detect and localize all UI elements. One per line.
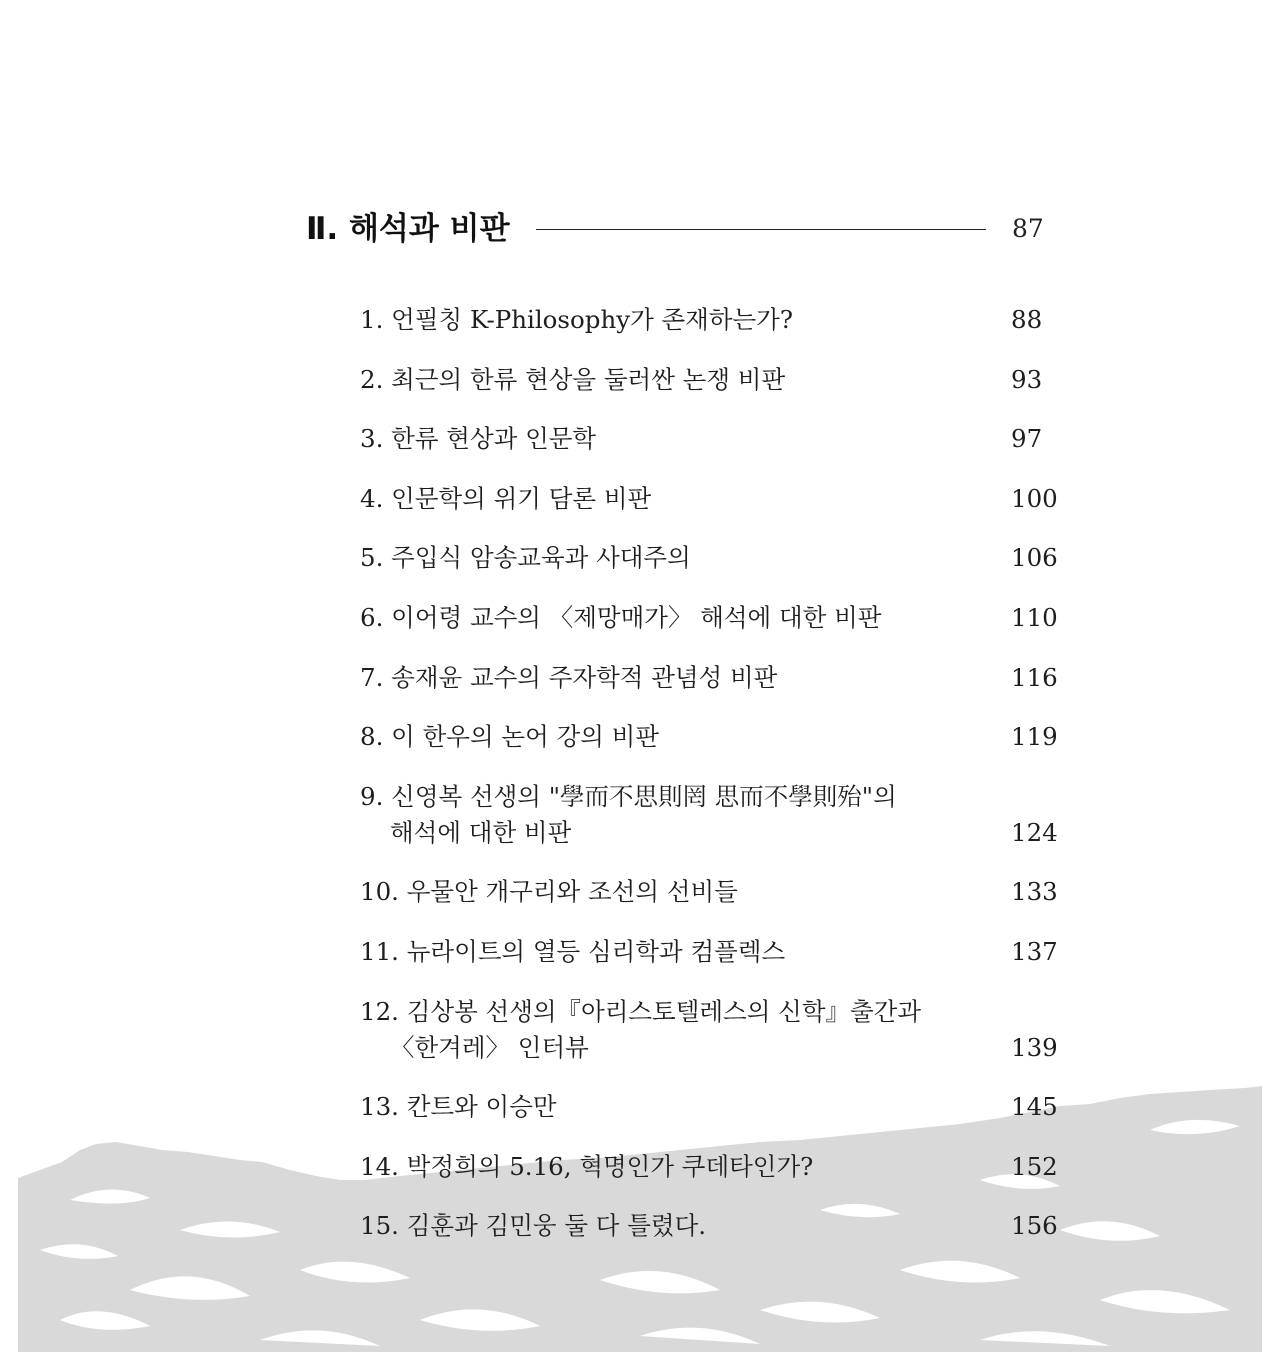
toc-item[interactable] <box>360 1149 1060 1185</box>
toc-item-title <box>360 779 960 851</box>
toc-item-title-line: 11. 뉴라이트의 열등 심리학과 컴플렉스 <box>360 936 786 966</box>
toc-item-title-line: 12. 김상봉 선생의『아리스토텔레스의 신학』출간과 <box>360 996 921 1026</box>
toc-item-page: 116 <box>1011 662 1058 692</box>
toc-item[interactable] <box>360 540 1060 576</box>
toc-item-title-line: 4. 인문학의 위기 담론 비판 <box>360 483 652 513</box>
toc-item-title-line: 15. 김훈과 김민웅 둘 다 틀렸다. <box>360 1211 707 1241</box>
toc-item-title <box>360 719 960 755</box>
toc-item-page: 152 <box>1011 1151 1058 1181</box>
toc-item[interactable] <box>360 362 1060 398</box>
toc-item-page: 93 <box>1011 364 1043 394</box>
toc-item-title-line: 14. 박정희의 5.16, 혁명인가 쿠데타인가? <box>360 1151 814 1181</box>
toc-item-title <box>360 660 960 696</box>
toc-item[interactable] <box>360 600 1060 636</box>
toc-item-title <box>360 1089 960 1125</box>
section-heading <box>306 205 1051 255</box>
toc-item-page: 106 <box>1011 543 1058 573</box>
toc-item[interactable] <box>360 779 1060 851</box>
toc-item-page: 156 <box>1011 1211 1058 1241</box>
toc-item-title-line: 9. 신영복 선생의 "學而不思則罔 思而不學則殆"의 <box>360 781 897 811</box>
toc-list <box>360 302 1060 1244</box>
toc-item-page: 145 <box>1011 1092 1058 1122</box>
toc-item-page: 133 <box>1011 877 1058 907</box>
toc-item-title <box>360 934 960 970</box>
toc-item-title-line: 8. 이 한우의 논어 강의 비판 <box>360 722 659 752</box>
toc-item-title <box>360 1149 960 1185</box>
toc-item-title-line: 1. 언필칭 K-Philosophy가 존재하는가? <box>360 305 793 334</box>
toc-item-title <box>360 874 960 910</box>
toc-item-page: 139 <box>1011 1032 1058 1062</box>
toc-item-title <box>360 362 960 398</box>
section-leader-rule <box>536 229 986 230</box>
toc-item-title <box>360 540 960 576</box>
toc-item-title <box>360 600 960 636</box>
toc-item-page: 110 <box>1011 602 1058 632</box>
toc-item[interactable] <box>360 1089 1060 1125</box>
toc-item-title-line: 5. 주입식 암송교육과 사대주의 <box>360 543 691 573</box>
toc-item[interactable] <box>360 994 1060 1066</box>
toc-item-title <box>360 302 960 338</box>
toc-item-page: 88 <box>1011 305 1043 334</box>
toc-item-page: 97 <box>1011 424 1043 454</box>
toc-item-title <box>360 1208 960 1244</box>
toc-item-page: 124 <box>1011 817 1058 847</box>
toc-item[interactable] <box>360 874 1060 910</box>
toc-item-title-line: 7. 송재윤 교수의 주자학적 관념성 비판 <box>360 662 778 692</box>
toc-item-page: 100 <box>1011 483 1058 513</box>
toc-item-title <box>360 421 960 457</box>
section-title: Ⅱ. 해석과 비판 <box>306 211 510 247</box>
toc-item-title-line: 10. 우물안 개구리와 조선의 선비들 <box>360 877 738 907</box>
toc-item[interactable] <box>360 481 1060 517</box>
toc-item[interactable] <box>360 302 1060 338</box>
toc-item-title-line: 6. 이어령 교수의 〈제망매가〉 해석에 대한 비판 <box>360 602 882 632</box>
toc-item-title-line: 해석에 대한 비판 <box>390 817 572 847</box>
toc-item-title-line: 3. 한류 현상과 인문학 <box>360 424 597 454</box>
toc-item-title <box>360 994 960 1066</box>
toc-item-title <box>360 481 960 517</box>
toc-item[interactable] <box>360 1208 1060 1244</box>
section-page-number: 87 <box>1012 214 1044 243</box>
toc-item[interactable] <box>360 660 1060 696</box>
toc-item-title-line: 13. 칸트와 이승만 <box>360 1092 557 1122</box>
toc-item-page: 119 <box>1011 722 1058 752</box>
toc-item-title-line: 2. 최근의 한류 현상을 둘러싼 논쟁 비판 <box>360 364 786 394</box>
toc-item[interactable] <box>360 719 1060 755</box>
toc-item[interactable] <box>360 421 1060 457</box>
toc-item[interactable] <box>360 934 1060 970</box>
toc-item-page: 137 <box>1011 936 1058 966</box>
toc-item-title-line: 〈한겨레〉 인터뷰 <box>390 1032 589 1062</box>
